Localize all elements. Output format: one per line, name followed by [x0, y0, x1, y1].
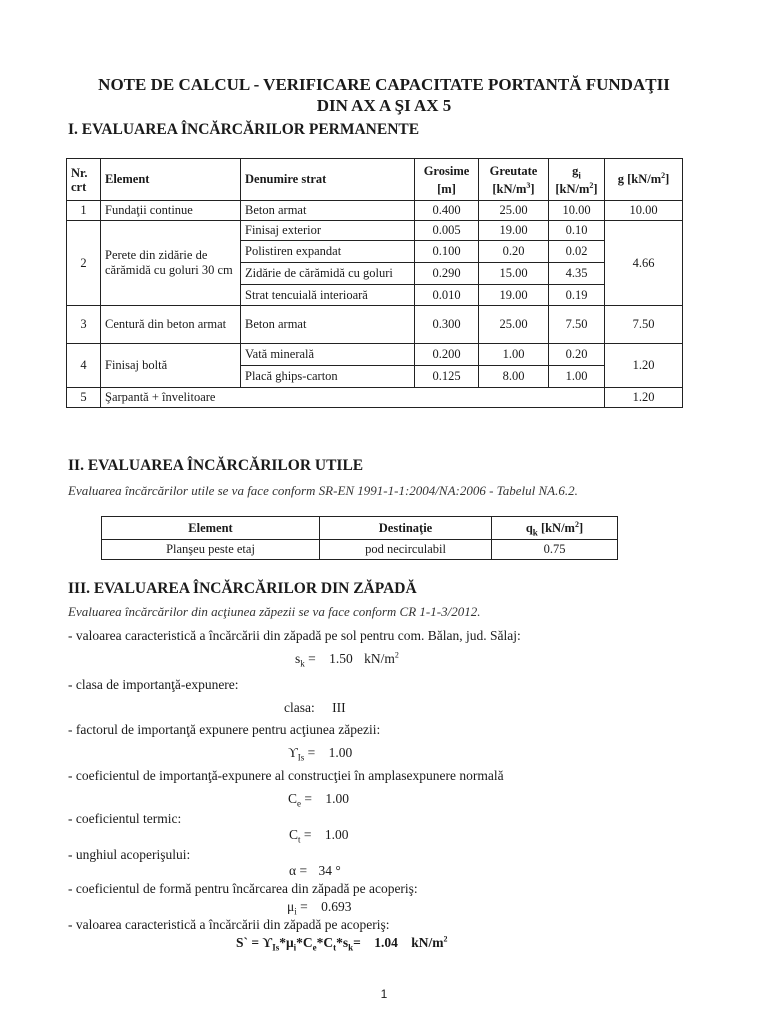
- s-formula: S` = $ϒ_{Is}*\mu_i*C_e*C_t*s_k= 1.04$ $kN/m^2$: [236, 934, 448, 953]
- useful-loads-table: [101, 516, 618, 560]
- cell-g: 1.20: [605, 388, 683, 408]
- clasa-value: III: [332, 700, 346, 715]
- cell-gi: 0.10: [549, 221, 605, 241]
- mu-symbol: μ: [287, 899, 295, 914]
- cell-grosime: 0.005: [415, 221, 479, 241]
- header-gi-unit: [kN/m: [555, 181, 590, 196]
- gamma-formula: $ϒ_{Is} = 1.00$: [288, 745, 353, 763]
- cell-greutate: 25.00: [479, 306, 549, 344]
- table-row: [67, 201, 683, 221]
- cell-greutate: 25.00: [479, 201, 549, 221]
- cell-element: Centură din beton armat: [101, 306, 241, 344]
- cell-greutate: 19.00: [479, 285, 549, 306]
- cell-strat: Vată minerală: [241, 344, 415, 366]
- cell-strat: Finisaj exterior: [241, 221, 415, 241]
- header-element: Element: [101, 159, 241, 201]
- clasa-description: - clasa de importanţă-expunere:: [68, 677, 239, 692]
- alpha-value: 34 °: [318, 863, 341, 878]
- header-greutate: Greutate $[kN/m^3]$: [479, 159, 549, 201]
- header-element: Element: [102, 517, 320, 540]
- header-greutate-unit: [kN/m: [492, 181, 527, 196]
- ce-sub: e: [297, 798, 302, 809]
- alpha-symbol: α: [289, 863, 297, 878]
- cell-element: Planşeu peste etaj: [102, 540, 320, 560]
- cell-gi: 0.19: [549, 285, 605, 306]
- header-gi: $g_i$ $[kN/m^2]$: [549, 159, 605, 201]
- header-strat: Denumire strat: [241, 159, 415, 201]
- cell-grosime: 0.200: [415, 344, 479, 366]
- table-header-row: [67, 159, 683, 201]
- ct-sub: t: [298, 834, 301, 845]
- page-title-line1: NOTE DE CALCUL - VERIFICARE CAPACITATE PORTANTĂ FUNDAŢII: [98, 75, 670, 94]
- cell-g: 10.00: [605, 201, 683, 221]
- gamma-symbol: ϒ: [288, 745, 298, 760]
- s-value: 1.04: [374, 935, 398, 950]
- cell-greutate: 1.00: [479, 344, 549, 366]
- table-row: [67, 344, 683, 366]
- cell-greutate: 0.20: [479, 241, 549, 263]
- cell-gi: 4.35: [549, 263, 605, 285]
- cell-grosime: 0.300: [415, 306, 479, 344]
- header-grosime-label: Grosime: [423, 163, 470, 178]
- cell-gi: 0.02: [549, 241, 605, 263]
- section2-note: Evaluarea încărcărilor utile se va face conform SR-EN 1991-1-1:2004/NA:2006 - Tabelul NA.6.2.: [68, 483, 578, 498]
- ce-symbol: C: [288, 791, 298, 806]
- ce-description: - coeficientul de importanţă-expunere al construcţiei în amplasexpunere normală: [68, 768, 504, 783]
- gamma-description: - factorul de importanţă expunere pentru acţiunea zăpezii:: [68, 722, 381, 737]
- header-gi-label: g: [572, 163, 579, 178]
- clasa-formula: [284, 700, 346, 716]
- ce-formula: $C_e = 1.00$: [288, 791, 350, 809]
- mu-formula: $\mu_i = 0.693$: [287, 899, 352, 917]
- table-row: [67, 306, 683, 344]
- cell-greutate: 19.00: [479, 221, 549, 241]
- cell-destinatie: pod necirculabil: [320, 540, 492, 560]
- page-title-line2: DIN AX A ŞI AX 5: [316, 96, 452, 115]
- sk-sub: k: [300, 658, 305, 669]
- cell-strat: Strat tencuială interioară: [241, 285, 415, 306]
- cell-g: 4.66: [605, 221, 683, 306]
- cell-gi: 10.00: [549, 201, 605, 221]
- s-formula-rest: *μ: [279, 935, 294, 950]
- permanent-loads-table: [66, 158, 683, 408]
- cell-grosime: 0.400: [415, 201, 479, 221]
- s-description: - valoarea caracteristică a încărcării din zăpadă pe acoperiş:: [68, 917, 390, 932]
- ct-value: 1.00: [324, 827, 349, 842]
- cell-element: Perete din zidărie de cărămidă cu goluri 30 cm: [101, 221, 241, 306]
- clasa-label: clasa:: [284, 700, 315, 715]
- section1-heading: I. EVALUAREA ÎNCĂRCĂRILOR PERMANENTE: [68, 121, 420, 138]
- header-destinatie: Destinaţie: [320, 517, 492, 540]
- cell-grosime: 0.010: [415, 285, 479, 306]
- page-number: 1: [380, 987, 388, 1001]
- mu-value: 0.693: [321, 899, 352, 914]
- alpha-formula: α = 34 °: [289, 863, 341, 878]
- s-formula-start: S` = ϒ: [236, 935, 273, 950]
- header-qk-sub: k: [532, 527, 538, 537]
- header-nr: Nr. crt: [67, 159, 101, 201]
- cell-nr: 5: [67, 388, 101, 408]
- sk-description: - valoarea caracteristică a încărcării din zăpadă pe sol pentru com. Bălan, jud. Sălaj:: [68, 628, 521, 643]
- header-grosime: [415, 159, 479, 201]
- table-header-row: [102, 517, 618, 540]
- cell-nr: 2: [67, 221, 101, 306]
- cell-gi: 0.20: [549, 344, 605, 366]
- ct-symbol: C: [289, 827, 299, 842]
- cell-gi: 1.00: [549, 366, 605, 388]
- cell-strat: Placă ghips-carton: [241, 366, 415, 388]
- ce-value: 1.00: [325, 791, 350, 806]
- cell-gi: 7.50: [549, 306, 605, 344]
- cell-element: Finisaj boltă: [101, 344, 241, 388]
- table-row: [102, 540, 618, 560]
- cell-grosime: 0.100: [415, 241, 479, 263]
- ct-formula: $C_t = 1.00$: [289, 827, 349, 845]
- sk-value: 1.50: [329, 651, 353, 666]
- header-g-label: g [kN/m: [617, 172, 662, 186]
- header-g: g $[kN/m^2]$: [605, 159, 683, 201]
- header-qk: $q_k$ $[kN/m^2]$: [492, 517, 618, 540]
- gamma-sub: Is: [297, 752, 305, 763]
- table-row: [67, 388, 683, 408]
- cell-g: 7.50: [605, 306, 683, 344]
- section3-heading: III. EVALUAREA ÎNCĂRCĂRILOR DIN ZĂPADĂ: [68, 580, 417, 597]
- cell-strat: Beton armat: [241, 201, 415, 221]
- section3-note: Evaluarea încărcărilor din acţiunea zăpezii se va face conform CR 1-1-3/2012.: [68, 604, 481, 619]
- cell-element: Şarpantă + învelitoare: [101, 388, 605, 408]
- ct-description: - coeficientul termic:: [68, 811, 182, 826]
- cell-grosime: 0.125: [415, 366, 479, 388]
- cell-greutate: 8.00: [479, 366, 549, 388]
- header-qk-sym: q: [525, 520, 533, 535]
- mu-sub: i: [294, 906, 297, 917]
- s-unit: kN/m: [411, 935, 444, 950]
- mu-description: - coeficientul de formă pentru încărcarea din zăpadă pe acoperiş:: [68, 881, 418, 896]
- cell-nr: 3: [67, 306, 101, 344]
- header-qk-unit: [kN/m: [540, 520, 575, 535]
- cell-strat: Zidărie de cărămidă cu goluri: [241, 263, 415, 285]
- cell-qk: 0.75: [492, 540, 618, 560]
- cell-strat: Beton armat: [241, 306, 415, 344]
- sk-symbol: s: [295, 651, 301, 666]
- alpha-description: - unghiul acoperişului:: [68, 847, 191, 862]
- header-greutate-label: Greutate: [489, 163, 538, 178]
- sk-formula: $s_k = 1.50$ $kN/m^2$: [295, 650, 399, 669]
- cell-greutate: 15.00: [479, 263, 549, 285]
- cell-nr: 1: [67, 201, 101, 221]
- gamma-value: 1.00: [328, 745, 353, 760]
- header-grosime-unit: [m]: [437, 181, 456, 196]
- sk-unit: kN/m: [364, 651, 395, 666]
- table-row: [67, 221, 683, 241]
- cell-g: 1.20: [605, 344, 683, 388]
- section2-heading: II. EVALUAREA ÎNCĂRCĂRILOR UTILE: [68, 457, 364, 474]
- cell-nr: 4: [67, 344, 101, 388]
- cell-strat: Polistiren expandat: [241, 241, 415, 263]
- cell-grosime: 0.290: [415, 263, 479, 285]
- cell-element: Fundaţii continue: [101, 201, 241, 221]
